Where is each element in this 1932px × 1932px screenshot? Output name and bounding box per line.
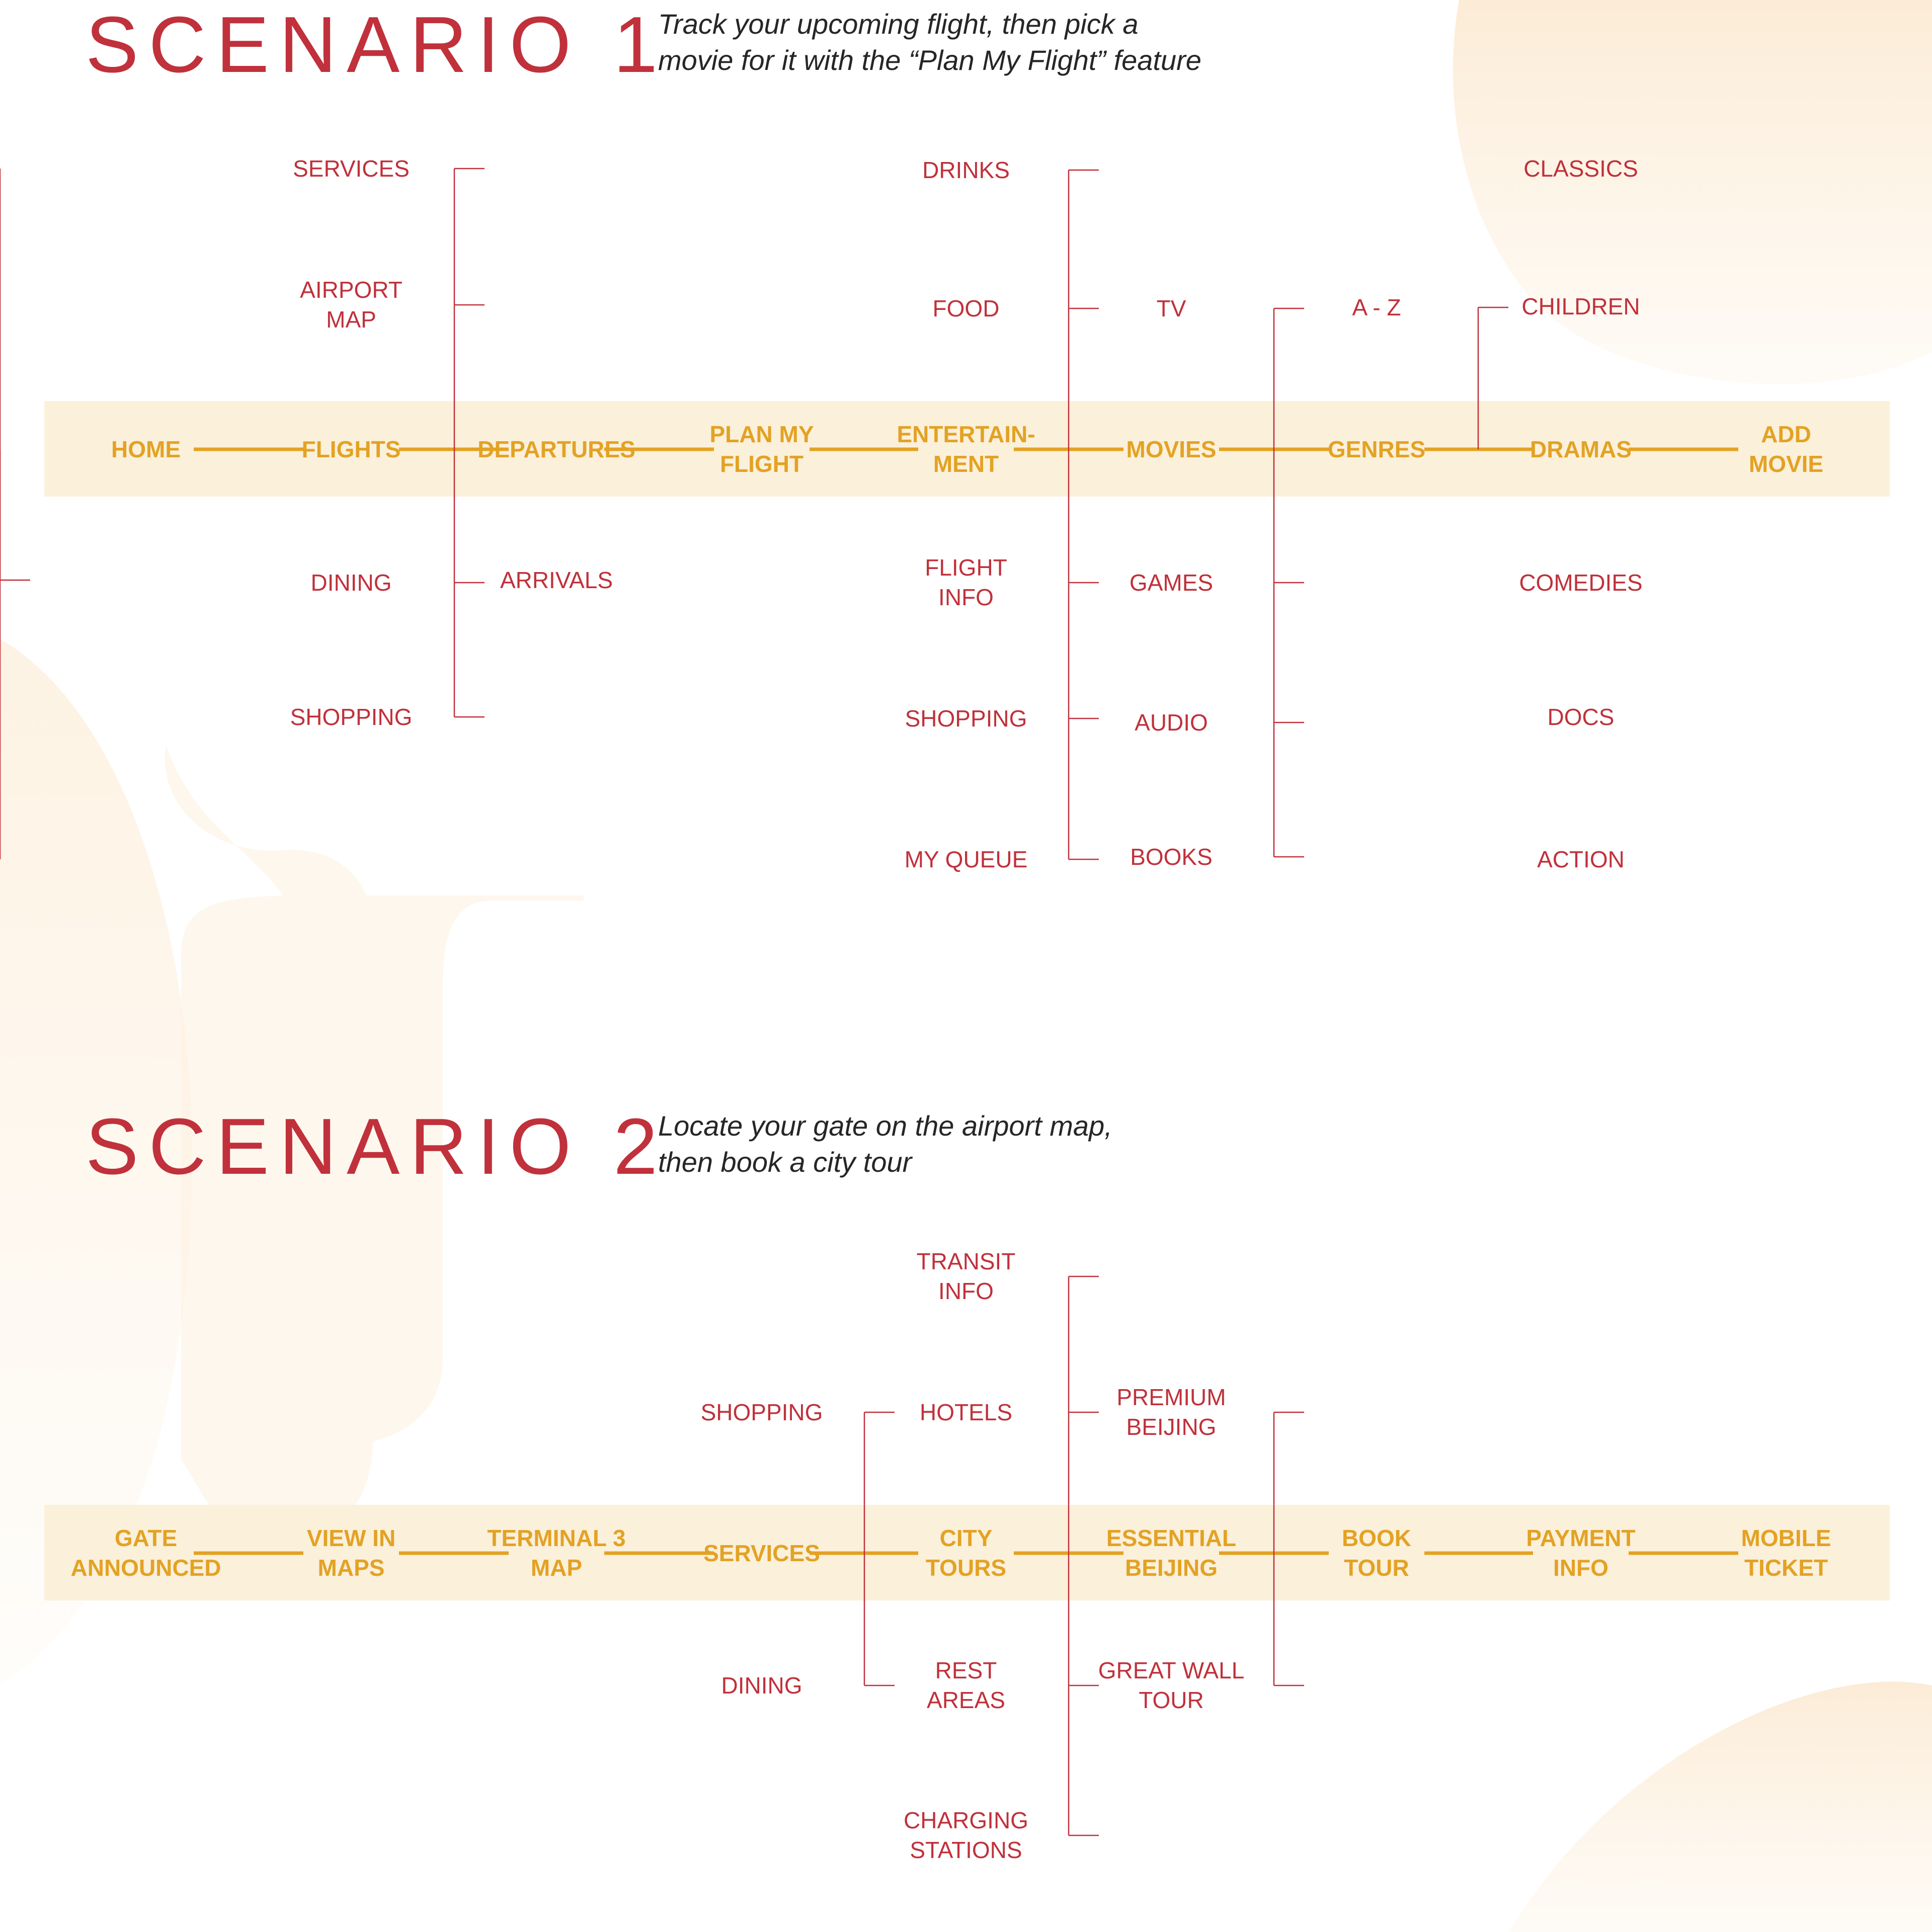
s1-side-audio[interactable]: AUDIO [1135,709,1208,736]
s2-side-dining[interactable]: DINING [721,1672,802,1699]
s2-side-transit-info[interactable]: TRANSIT INFO [916,1248,1016,1304]
s1-node-genres[interactable]: GENRES [1327,436,1426,462]
s1-side-food[interactable]: FOOD [932,295,1000,321]
s2-side-shopping[interactable]: SHOPPING [700,1399,823,1425]
s1-node-departures[interactable]: DEPARTURES [477,436,635,462]
s2-node-book-tour[interactable]: BOOK TOUR [1342,1525,1411,1581]
s1-node-flights[interactable]: FLIGHTS [301,436,401,462]
s2-node-gate-announced[interactable]: GATE ANNOUNCED [70,1525,221,1581]
s2-node-services[interactable]: SERVICES [703,1540,820,1566]
s2-node-terminal-3-map[interactable]: TERMINAL 3 MAP [487,1525,626,1581]
scenario-1-heading: SCENARIO 1 [86,1,668,89]
s1-side-arrivals[interactable]: ARRIVALS [500,567,613,593]
s1-side-my-queue[interactable]: MY QUEUE [904,846,1028,872]
s1-side-dining[interactable]: DINING [310,570,392,596]
scenario-2-subtitle-line-2: then book a city tour [658,1146,912,1178]
s2-side-great-wall-tour[interactable]: GREAT WALL TOUR [1098,1657,1245,1713]
s1-node-entertain-ment[interactable]: ENTERTAIN- MENT [897,421,1035,477]
s2-node-essential-beijing[interactable]: ESSENTIAL BEIJING [1106,1525,1237,1581]
s2-side-premium-beijing[interactable]: PREMIUM BEIJING [1116,1384,1226,1440]
scenario-1-subtitle-line-2: movie for it with the “Plan My Flight” feature [658,44,1201,76]
s1-side-flight-info[interactable]: FLIGHT INFO [925,554,1007,610]
s1-side-shopping[interactable]: SHOPPING [905,705,1027,732]
s1-side-drinks[interactable]: DRINKS [922,157,1010,183]
s2-node-city-tours[interactable]: CITY TOURS [925,1525,1007,1581]
s1-side-games[interactable]: GAMES [1129,570,1214,596]
s1-side-shopping[interactable]: SHOPPING [290,704,413,730]
s1-side-a-z[interactable]: A - Z [1352,294,1401,320]
s1-node-dramas[interactable]: DRAMAS [1530,436,1632,462]
s1-node-movies[interactable]: MOVIES [1126,436,1217,462]
scenario-2-heading: SCENARIO 2 [86,1102,668,1191]
s2-side-charging-stations[interactable]: CHARGING STATIONS [904,1807,1028,1863]
s1-side-airport-map[interactable]: AIRPORT MAP [300,277,403,333]
s2-node-payment-info[interactable]: PAYMENT INFO [1526,1525,1636,1581]
s1-node-home[interactable]: HOME [111,436,181,462]
s1-side-docs[interactable]: DOCS [1547,704,1615,730]
s1-side-action[interactable]: ACTION [1537,846,1625,872]
s1-side-comedies[interactable]: COMEDIES [1519,570,1643,596]
s2-node-mobile-ticket[interactable]: MOBILE TICKET [1741,1525,1831,1581]
s1-side-services[interactable]: SERVICES [293,155,410,182]
s1-side-classics[interactable]: CLASSICS [1523,155,1638,182]
s2-node-view-in-maps[interactable]: VIEW IN MAPS [306,1525,396,1581]
s1-node-plan-my-flight[interactable]: PLAN MY FLIGHT [709,421,814,477]
s1-side-books[interactable]: BOOKS [1130,844,1213,870]
s1-side-children[interactable]: CHILDREN [1521,293,1640,319]
s2-side-hotels[interactable]: HOTELS [919,1399,1013,1425]
s1-side-tv[interactable]: TV [1156,295,1186,321]
scenario-2-subtitle-line-1: Locate your gate on the airport map, [658,1110,1112,1142]
s2-side-rest-areas[interactable]: REST AREAS [927,1657,1005,1713]
s1-node-add-movie[interactable]: ADD MOVIE [1748,421,1824,477]
scenario-1-subtitle-line-1: Track your upcoming flight, then pick a [658,8,1139,40]
